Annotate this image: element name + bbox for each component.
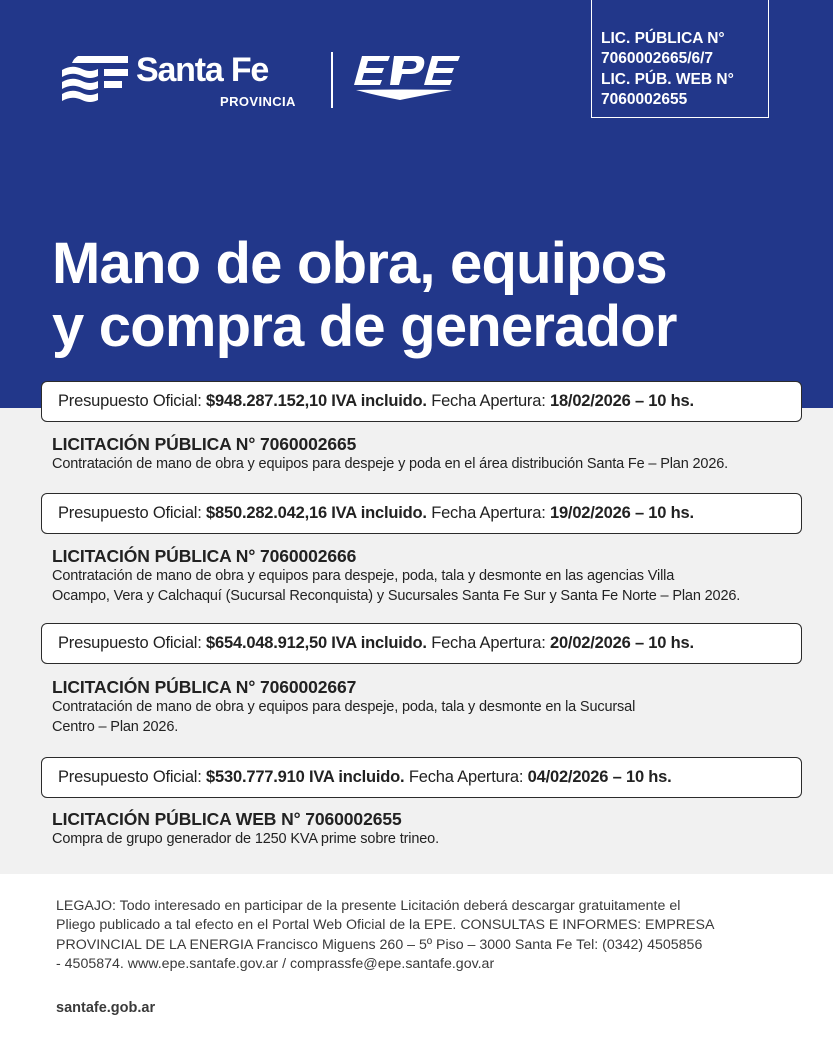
budget-box bbox=[41, 381, 802, 422]
budget-label: Presupuesto Oficial: bbox=[58, 392, 202, 410]
tender-description: Compra de grupo generador de 1250 KVA prime sobre trineo. bbox=[52, 831, 439, 847]
budget-box bbox=[41, 623, 802, 664]
page-title bbox=[52, 232, 677, 358]
date-value: 20/02/2026 – 10 hs. bbox=[549, 634, 694, 652]
budget-label: Presupuesto Oficial: bbox=[58, 768, 202, 786]
budget-amount: $850.282.042,16 IVA incluido. bbox=[206, 504, 427, 522]
budget-amount: $948.287.152,10 IVA incluido. bbox=[206, 392, 427, 410]
license-number-box bbox=[591, 0, 769, 118]
tender-description: Contratación de mano de obra y equipos para despeje, poda, tala y desmonte en la Sucursal bbox=[52, 699, 636, 715]
epe-logo bbox=[354, 52, 462, 106]
license-line: LIC. PÚB. WEB N° bbox=[601, 70, 734, 88]
logo-divider bbox=[331, 52, 333, 108]
date-value: 19/02/2026 – 10 hs. bbox=[549, 504, 694, 522]
tender-description: Centro – Plan 2026. bbox=[52, 718, 179, 735]
santa-fe-logo-icon bbox=[58, 52, 130, 108]
header-banner bbox=[0, 0, 833, 408]
brand-subtitle: PROVINCIA bbox=[220, 94, 296, 109]
license-line: 7060002665/6/7 bbox=[601, 50, 714, 68]
budget-amount: $530.777.910 IVA incluido. bbox=[206, 768, 405, 786]
tender-title: LICITACIÓN PÚBLICA N° 7060002667 bbox=[52, 677, 357, 697]
tender-description: Ocampo, Vera y Calchaquí (Sucursal Reconquista) y Sucursales Santa Fe Sur y Santa Fe Norte – Plan 2026. bbox=[52, 587, 741, 604]
tender-item bbox=[52, 808, 812, 850]
footer-line: - 4505874. www.epe.santafe.gov.ar / comprassfe@epe.santafe.gov.ar bbox=[56, 956, 495, 973]
footer-line: Pliego publicado a tal efecto en el Portal Web Oficial de la EPE. CONSULTAS E INFORMES: EMPRESA bbox=[56, 917, 715, 934]
date-label: Fecha Apertura: bbox=[431, 392, 546, 410]
date-label: Fecha Apertura: bbox=[408, 768, 524, 786]
footer-line: PROVINCIAL DE LA ENERGIA Francisco Miguens 260 – 5º Piso – 3000 Santa Fe Tel: (0342) 4505856 bbox=[56, 936, 703, 953]
tender-item bbox=[52, 676, 812, 737]
date-value: 04/02/2026 – 10 hs. bbox=[527, 768, 672, 786]
tender-item bbox=[52, 545, 812, 606]
footer-website: santafe.gob.ar bbox=[56, 1000, 156, 1016]
tender-item bbox=[52, 433, 812, 475]
license-line: LIC. PÚBLICA N° bbox=[601, 30, 725, 47]
date-label: Fecha Apertura: bbox=[431, 634, 546, 652]
license-line: 7060002655 bbox=[601, 90, 688, 108]
tender-title: LICITACIÓN PÚBLICA N° 7060002666 bbox=[52, 546, 357, 566]
budget-box bbox=[41, 493, 802, 534]
budget-label: Presupuesto Oficial: bbox=[58, 634, 202, 652]
date-label: Fecha Apertura: bbox=[431, 504, 546, 522]
tender-description: Contratación de mano de obra y equipos para despeje y poda en el área distribución Santa Fe – Plan 2026. bbox=[52, 456, 729, 472]
date-value: 18/02/2026 – 10 hs. bbox=[549, 392, 694, 410]
tender-description: Contratación de mano de obra y equipos para despeje, poda, tala y desmonte en las agencias Villa bbox=[52, 568, 675, 584]
budget-label: Presupuesto Oficial: bbox=[58, 504, 202, 522]
footer-line: LEGAJO: Todo interesado en participar de la presente Licitación deberá descargar gratuitamente el bbox=[56, 898, 681, 914]
title-line-2: y compra de generador bbox=[52, 294, 677, 359]
tender-title: LICITACIÓN PÚBLICA N° 7060002665 bbox=[52, 434, 357, 454]
brand-name: Santa Fe bbox=[136, 51, 269, 89]
budget-amount: $654.048.912,50 IVA incluido. bbox=[206, 634, 427, 652]
tender-title: LICITACIÓN PÚBLICA WEB N° 7060002655 bbox=[52, 809, 402, 829]
budget-box bbox=[41, 757, 802, 798]
footer-legal-text bbox=[56, 897, 781, 975]
title-line-1: Mano de obra, equipos bbox=[52, 231, 667, 296]
